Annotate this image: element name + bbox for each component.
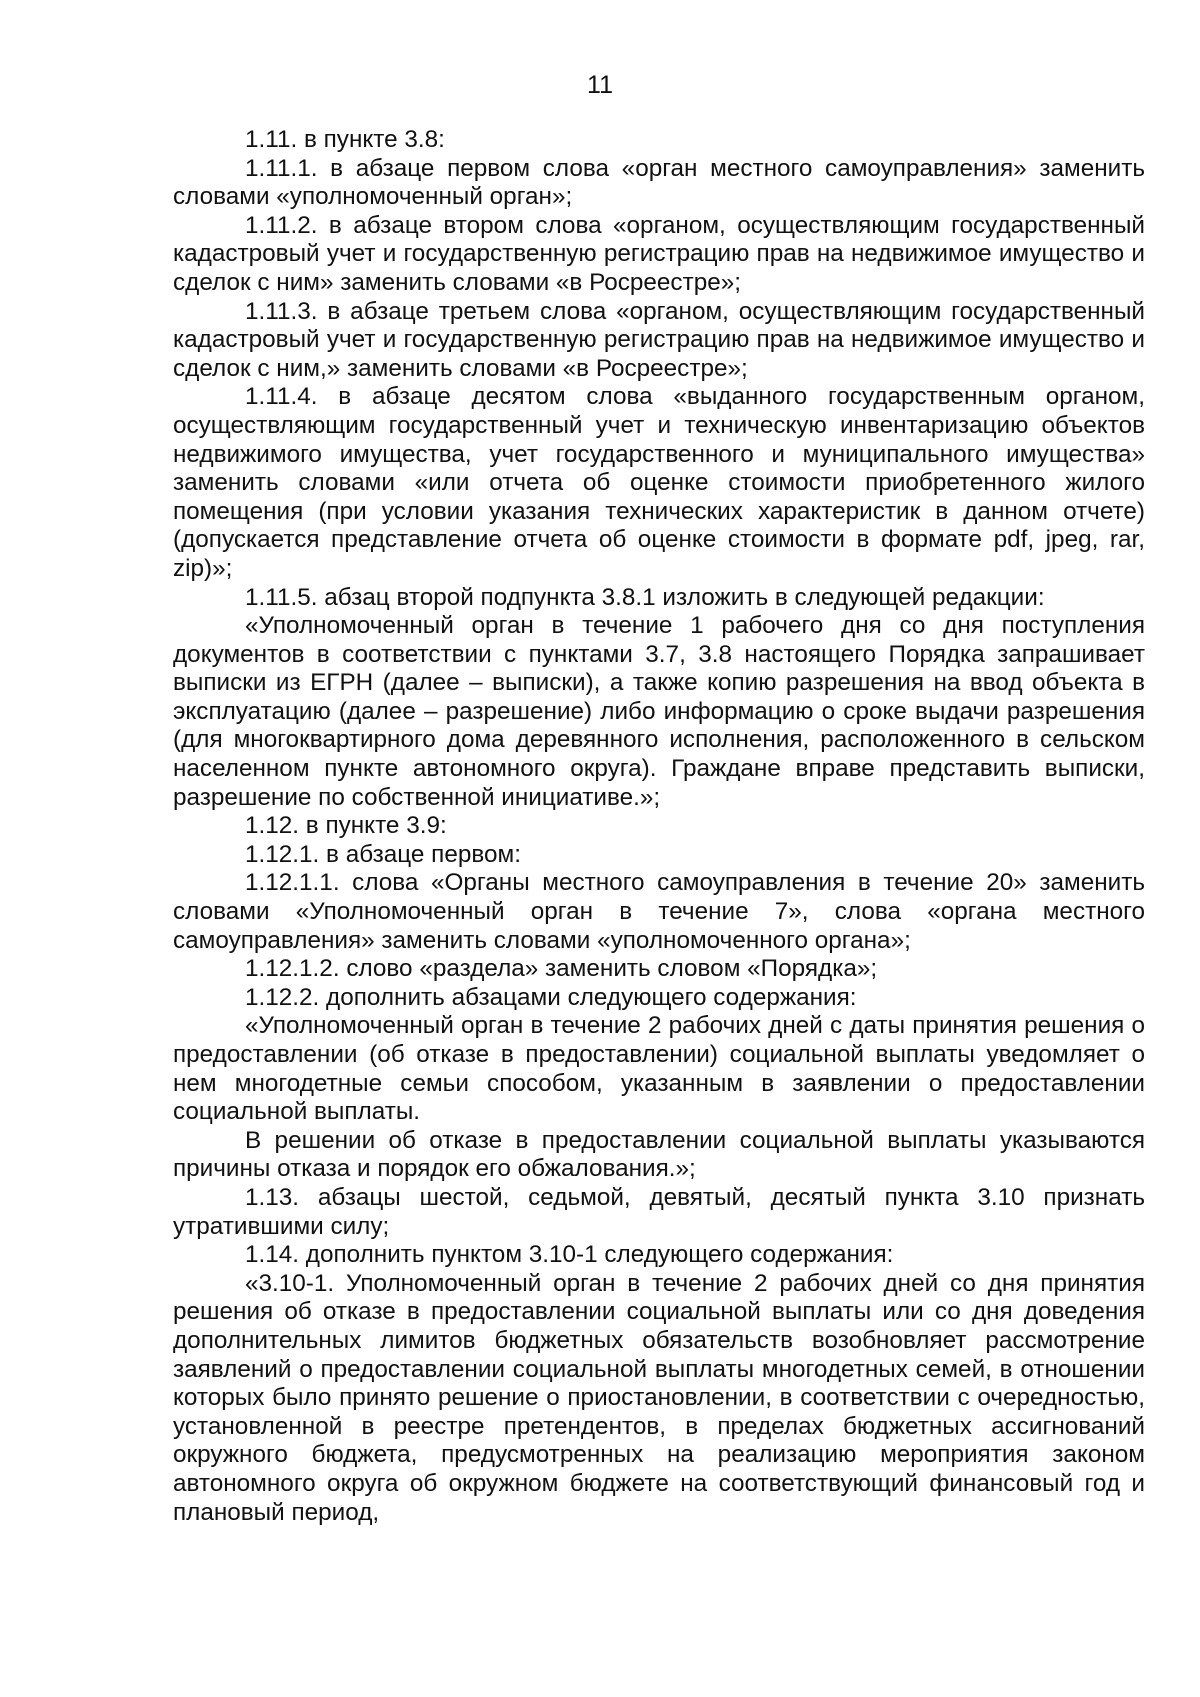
page-number: 11 (587, 71, 613, 99)
paragraph-quote-3-8-1: «Уполномоченный орган в течение 1 рабочего дня со дня поступления документов в соответствии с пунктами 3.7, 3.8 настоящего Порядка запрашивает выписки из ЕГРН (далее – выписки), а также копию разрешения на ввод объекта в эксплуатацию (далее – разрешение) либо информацию о сроке выдачи разрешения (для многоквартирного дома деревянного исполнения, расположенного в сельском населенном пункте автономного округа). Граждане вправе представить выписки, разрешение по собственной инициативе.»; (173, 612, 1145, 811)
paragraph-1-12-1: 1.12.1. в абзаце первом: (245, 840, 521, 868)
document-body (173, 126, 1145, 1527)
paragraph-1-11-3: 1.11.3. в абзаце третьем слова «органом, осуществляющим государственный кадастровый учет и государственную регистрацию прав на недвижимое имущество и сделок с ним,» заменить словами «в Росреестре»; (173, 297, 1145, 382)
paragraph-1-11: 1.11. в пункте 3.8: (245, 126, 445, 153)
paragraph-1-11-5: 1.11.5. абзац второй подпункта 3.8.1 изложить в следующей редакции: (245, 583, 1045, 611)
paragraph-quote-refusal: В решении об отказе в предоставлении социальной выплаты указываются причины отказа и порядок его обжалования.»; (173, 1126, 1145, 1183)
paragraph-quote-notification: «Уполномоченный орган в течение 2 рабочих дней с даты принятия решения о предоставлении (об отказе в предоставлении) социальной выплаты уведомляет о нем многодетные семьи способом, указанным в заявлении о предоставлении социальной выплаты. (173, 1012, 1145, 1126)
paragraph-1-13: 1.13. абзацы шестой, седьмой, девятый, десятый пункта 3.10 признать утратившими силу; (173, 1183, 1145, 1240)
paragraph-1-12-1-2: 1.12.1.2. слово «раздела» заменить словом «Порядка»; (245, 955, 878, 983)
paragraph-1-11-2: 1.11.2. в абзаце втором слова «органом, осуществляющим государственный кадастровый учет и государственную регистрацию прав на недвижимое имущество и сделок с ним» заменить словами «в Росреестре»; (173, 211, 1145, 296)
paragraph-1-12: 1.12. в пункте 3.9: (245, 812, 447, 840)
paragraph-1-11-1: 1.11.1. в абзаце первом слова «орган местного самоуправления» заменить словами «уполномоченный орган»; (173, 154, 1145, 211)
paragraph-1-11-4: 1.11.4. в абзаце десятом слова «выданного государственным органом, осуществляющим государственный учет и техническую инвентаризацию объектов недвижимого имущества, учет государственного и муниципального имущества» заменить словами «или отчета об оценке стоимости приобретенного жилого помещения (при условии указания технических характеристик в данном отчете) (допускается представление отчета об оценке стоимости в формате pdf, jpeg, rar, zip)»; (173, 383, 1145, 582)
paragraph-1-14: 1.14. дополнить пунктом 3.10-1 следующего содержания: (245, 1241, 894, 1269)
paragraph-quote-3-10-1: «3.10-1. Уполномоченный орган в течение 2 рабочих дней со дня принятия решения об отказе в предоставлении социальной выплаты или со дня доведения дополнительных лимитов бюджетных обязательств возобновляет рассмотрение заявлений о предоставлении социальной выплаты многодетных семей, в отношении которых было принято решение о приостановлении, в соответствии с очередностью, установленной в реестре претендентов, в пределах бюджетных ассигнований окружного бюджета, предусмотренных на реализацию мероприятия законом автономного округа об окружном бюджете на соответствующий финансовый год и плановый период, (173, 1269, 1145, 1526)
paragraph-1-12-1-1: 1.12.1.1. слова «Органы местного самоуправления в течение 20» заменить словами «Уполномоченный орган в течение 7», слова «органа местного самоуправления» заменить словами «уполномоченного органа»; (173, 869, 1145, 954)
paragraph-1-12-2: 1.12.2. дополнить абзацами следующего содержания: (245, 983, 857, 1011)
